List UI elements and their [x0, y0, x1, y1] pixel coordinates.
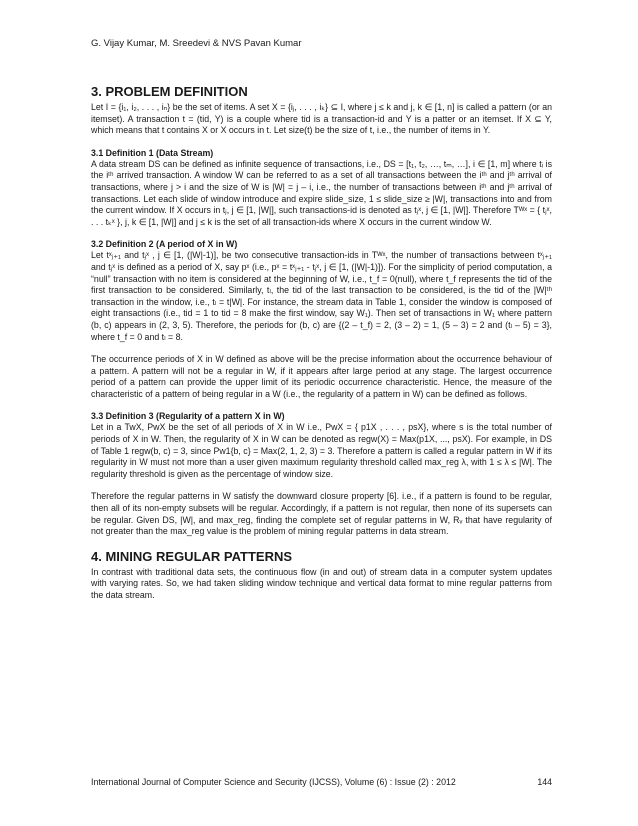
definition-2-text: Let tˣⱼ₊₁ and tⱼˣ , j ∈ [1, (|W|-1)], be two consecutive transaction-ids in Tᵂˣ, the number of transactions between tˣⱼ₊₁ and tⱼˣ is defined as a period of X, say pˣ (i.e., pˣ = tˣⱼ₊₁ - tⱼˣ, j ∈ [1, (|W|-1)]). For the simplicity of period computation, a “null” transaction with no item is considered at the beginning of W, i.e., t_f = 0(null), where t_f represents the tid of the first transaction to be considered. Similarly, tₗ, the tid of the last transaction to be considered, is the tid of the |W|ᵗʰ transaction in the window, i.e., tₗ = t|W|. For instance, the stream data in Table 1, consider the window is composed of eight transactions (i.e., tid = 1 to tid = 8 make the first window, say W₁). Then set of transactions in W₁ where pattern (b, c) appears in (2, 3, 5). Therefore, the periods for (b, c) are {(2 – t_f) = 2, (3 – 2) = 1, (5 – 3) = 2 and (tₗ – 5) = 3}, where t_f = 0 and tₗ = 8.	[91, 250, 552, 342]
page-footer	[91, 777, 552, 787]
page-number: 144	[537, 777, 552, 787]
section-3-intro: Let I = {i₁, i₂, . . . , iₙ} be the set of items. A set X = {iⱼ, . . . , iₖ} ⊆ I, where j ≤ k and j, k ∈ [1, n] is called a pattern (or an itemset). A transaction t = (tid, Y) is a couple where tid is a transaction-id and Y is a patter or an itemset. If X ⊆ Y, which means that t contains X or X occurs in t. Let size(t) be the size of t, i.e., the number of items in Y.	[91, 102, 552, 136]
definition-1-heading: 3.1 Definition 1 (Data Stream)	[91, 147, 214, 158]
definition-2-heading: 3.2 Definition 2 (A period of X in W)	[91, 239, 238, 250]
definition-1-text: A data stream DS can be defined as infinite sequence of transactions, i.e., DS = [t₁, t₂, …, tₘ, …], i ∈ [1, m] where tᵢ is the iᵗʰ arrived transaction. A window W can be referred to as a set of all transactions between the iᵗʰ and jᵗʰ arrival of transactions, where j > i and the size of W is |W| = j – i, i.e., the number of transactions between iᵗʰ and jᵗʰ arrival of transactions. Let each slide of window introduce and expire slide_size, 1 ≤ slide_size ≥ |W|, transactions into and from the current window. If X occurs in tⱼ, j ∈ [1, |W|], such transactions-id is denoted as tⱼˣ, j ∈ [1, |W|]. Therefore Tᵂˣ = { tⱼˣ, . . . tₖˣ }, j, k ∈ [1, |W|] and j ≤ k is the set of all transaction-ids where X occurs in the current window W.	[91, 158, 552, 227]
definition-3-text: Let in a TwX, PwX be the set of all periods of X in W i.e., PwX = { p1X , . . . , psX}, where s is the total number of periods of X in W. Then, the regularity of X in W can be denoted as regw(X) = Max(p1X, ..., psX). For example, in DS of Table 1 regw(b, c) = 3, since Pw1{b, c} = Max(2, 1, 2, 3) = 3. Therefore a pattern is called a regular pattern in W if its regularity in W must not more than a user given maximum regularity threshold called max_reg λ, with 1 ≤ λ ≤ |W|. The regularity threshold is given as the percentage of window size.	[91, 422, 552, 479]
section-4-heading: 4. MINING REGULAR PATTERNS	[91, 548, 293, 564]
definition-3-heading: 3.3 Definition 3 (Regularity of a pattern X in W)	[91, 411, 285, 422]
occurrence-periods-paragraph: The occurrence periods of X in W defined as above will be the precise information about the occurrence behaviour of a pattern. A pattern will not be a regular in W, if it appears after large period at any stage. The largest occurrence period of a pattern can provide the upper limit of its periodic occurrence characteristic. Hence, the measure of the characteristic of a pattern of being regular in a W (i.e., the regularity of a pattern in W) can be defined as follows.	[91, 354, 552, 399]
section-3-heading: 3. PROBLEM DEFINITION	[91, 84, 248, 99]
page-content	[91, 84, 552, 613]
running-header: G. Vijay Kumar, M. Sreedevi & NVS Pavan Kumar	[91, 38, 302, 49]
downward-closure-paragraph: Therefore the regular patterns in W satisfy the downward closure property [6]. i.e., if a pattern is found to be regular, then all of its non-empty subsets will be regular. Accordingly, if a pattern is not regular, then none of its supersets can be regular. Given DS, |W|, and max_reg, finding the complete set of regular patterns in W, Rᵥ that have regularity of not greater than the max_reg value is the problem of mining regular patterns in data stream.	[91, 491, 552, 537]
journal-citation: International Journal of Computer Science and Security (IJCSS), Volume (6) : Issue (2) : 2012	[91, 777, 456, 787]
section-4-text: In contrast with traditional data sets, the continuous flow (in and out) of stream data in a computer system updates with varying rates. So, we had taken sliding window technique and vertical data format to mine regular patterns from the data stream.	[91, 566, 552, 600]
